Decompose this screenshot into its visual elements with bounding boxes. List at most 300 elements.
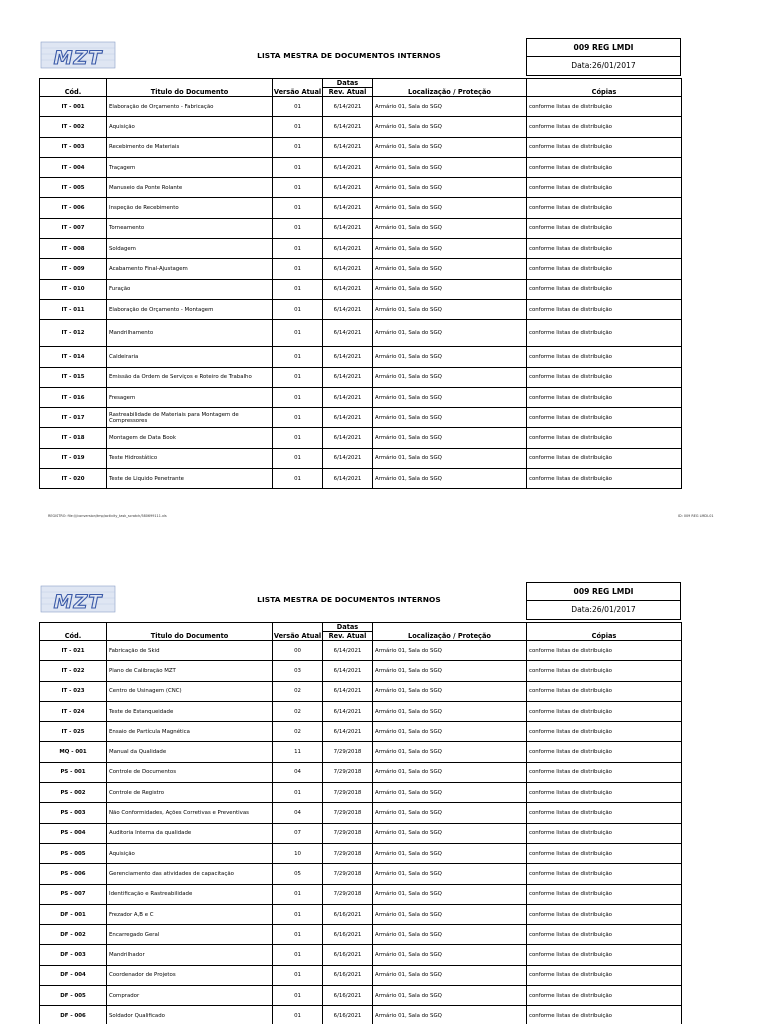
cell-versao: 01 <box>273 925 323 945</box>
mzt-logo <box>39 582 119 618</box>
table-row <box>40 1006 682 1024</box>
cell-localizacao: Armário 01, Sala do SGQ <box>373 218 527 238</box>
cell-copias: conforme listas de distribuição <box>527 722 682 742</box>
table-row <box>40 783 682 803</box>
table-row <box>40 299 682 319</box>
cell-rev-date: 6/14/2021 <box>323 157 373 177</box>
table-row <box>40 387 682 407</box>
table-row <box>40 701 682 721</box>
header-copias: Cópias <box>527 632 682 641</box>
cell-versao: 01 <box>273 157 323 177</box>
cell-versao: 05 <box>273 864 323 884</box>
cell-cod: IT - 003 <box>40 137 107 157</box>
table-row <box>40 803 682 823</box>
cell-titulo: Acabamento Final-Ajustagem <box>107 259 273 279</box>
cell-versao: 01 <box>273 428 323 448</box>
cell-versao: 01 <box>273 945 323 965</box>
cell-titulo: Recebimento de Materiais <box>107 137 273 157</box>
cell-rev-date: 6/14/2021 <box>323 299 373 319</box>
cell-cod: DF - 003 <box>40 945 107 965</box>
cell-versao: 01 <box>273 783 323 803</box>
cell-versao: 01 <box>273 965 323 985</box>
cell-rev-date: 6/16/2021 <box>323 945 373 965</box>
cell-rev-date: 6/16/2021 <box>323 1006 373 1024</box>
document-code-box <box>526 582 681 620</box>
cell-copias: conforme listas de distribuição <box>527 925 682 945</box>
table-row <box>40 178 682 198</box>
cell-rev-date: 6/14/2021 <box>323 178 373 198</box>
cell-titulo: Caldeiraria <box>107 347 273 367</box>
cell-localizacao: Armário 01, Sala do SGQ <box>373 469 527 489</box>
cell-localizacao: Armário 01, Sala do SGQ <box>373 641 527 661</box>
cell-localizacao: Armário 01, Sala do SGQ <box>373 178 527 198</box>
cell-cod: PS - 004 <box>40 823 107 843</box>
cell-titulo: Inspeção de Recebimento <box>107 198 273 218</box>
table-row <box>40 469 682 489</box>
cell-rev-date: 6/14/2021 <box>323 239 373 259</box>
cell-titulo: Plano de Calibração MZT <box>107 661 273 681</box>
header-localizacao: Localização / Proteção <box>373 632 527 641</box>
cell-rev-date: 6/14/2021 <box>323 469 373 489</box>
table-row <box>40 762 682 782</box>
cell-cod: IT - 011 <box>40 299 107 319</box>
cell-titulo: Ensaio de Partícula Magnética <box>107 722 273 742</box>
cell-copias: conforme listas de distribuição <box>527 884 682 904</box>
sheet-header <box>39 582 681 622</box>
cell-versao: 01 <box>273 178 323 198</box>
cell-copias: conforme listas de distribuição <box>527 701 682 721</box>
cell-localizacao: Armário 01, Sala do SGQ <box>373 904 527 924</box>
cell-cod: PS - 005 <box>40 843 107 863</box>
table-row <box>40 904 682 924</box>
footer-id: ID: 009 REG LMDI-01 <box>678 514 714 518</box>
cell-rev-date: 6/14/2021 <box>323 387 373 407</box>
cell-localizacao: Armário 01, Sala do SGQ <box>373 742 527 762</box>
cell-rev-date: 6/14/2021 <box>323 259 373 279</box>
cell-cod: MQ - 001 <box>40 742 107 762</box>
table-row <box>40 945 682 965</box>
cell-localizacao: Armário 01, Sala do SGQ <box>373 198 527 218</box>
table-row <box>40 661 682 681</box>
cell-versao: 01 <box>273 279 323 299</box>
cell-rev-date: 6/14/2021 <box>323 218 373 238</box>
cell-cod: IT - 015 <box>40 367 107 387</box>
table-row <box>40 986 682 1006</box>
cell-copias: conforme listas de distribuição <box>527 641 682 661</box>
cell-localizacao: Armário 01, Sala do SGQ <box>373 408 527 428</box>
cell-titulo: Soldador Qualificado <box>107 1006 273 1024</box>
cell-localizacao: Armário 01, Sala do SGQ <box>373 137 527 157</box>
cell-copias: conforme listas de distribuição <box>527 762 682 782</box>
cell-rev-date: 6/14/2021 <box>323 448 373 468</box>
documents-table <box>39 78 682 489</box>
cell-cod: IT - 025 <box>40 722 107 742</box>
cell-copias: conforme listas de distribuição <box>527 279 682 299</box>
table-row <box>40 320 682 347</box>
cell-versao: 01 <box>273 117 323 137</box>
cell-versao: 01 <box>273 259 323 279</box>
cell-versao: 01 <box>273 97 323 117</box>
document-sheet-1 <box>39 38 681 489</box>
cell-titulo: Torneamento <box>107 218 273 238</box>
table-row <box>40 742 682 762</box>
cell-versao: 01 <box>273 387 323 407</box>
cell-localizacao: Armário 01, Sala do SGQ <box>373 259 527 279</box>
header-versao: Versão Atual <box>273 631 322 640</box>
cell-localizacao: Armário 01, Sala do SGQ <box>373 701 527 721</box>
cell-rev-date: 7/29/2018 <box>323 864 373 884</box>
header-cod: Cód. <box>40 632 107 641</box>
cell-versao: 04 <box>273 762 323 782</box>
header-rev: Rev. Atual <box>323 88 373 97</box>
cell-localizacao: Armário 01, Sala do SGQ <box>373 762 527 782</box>
cell-titulo: Controle de Documentos <box>107 762 273 782</box>
cell-cod: IT - 012 <box>40 320 107 347</box>
document-date: Data:26/01/2017 <box>571 605 636 614</box>
table-body <box>40 97 682 489</box>
cell-copias: conforme listas de distribuição <box>527 259 682 279</box>
cell-rev-date: 6/14/2021 <box>323 347 373 367</box>
cell-titulo: Não Conformidades, Ações Corretivas e Preventivas <box>107 803 273 823</box>
cell-rev-date: 6/14/2021 <box>323 681 373 701</box>
table-row <box>40 117 682 137</box>
cell-rev-date: 6/14/2021 <box>323 279 373 299</box>
cell-localizacao: Armário 01, Sala do SGQ <box>373 299 527 319</box>
cell-versao: 10 <box>273 843 323 863</box>
table-row <box>40 681 682 701</box>
svg-text:MZT: MZT <box>53 591 103 613</box>
cell-localizacao: Armário 01, Sala do SGQ <box>373 722 527 742</box>
header-localizacao: Localização / Proteção <box>373 88 527 97</box>
cell-localizacao: Armário 01, Sala do SGQ <box>373 157 527 177</box>
cell-copias: conforme listas de distribuição <box>527 448 682 468</box>
cell-localizacao: Armário 01, Sala do SGQ <box>373 279 527 299</box>
documents-table <box>39 622 682 1024</box>
cell-versao: 04 <box>273 803 323 823</box>
cell-titulo: Elaboração de Orçamento - Fabricação <box>107 97 273 117</box>
cell-localizacao: Armário 01, Sala do SGQ <box>373 97 527 117</box>
cell-copias: conforme listas de distribuição <box>527 742 682 762</box>
cell-copias: conforme listas de distribuição <box>527 178 682 198</box>
cell-copias: conforme listas de distribuição <box>527 239 682 259</box>
cell-rev-date: 7/29/2018 <box>323 762 373 782</box>
cell-localizacao: Armário 01, Sala do SGQ <box>373 986 527 1006</box>
cell-titulo: Gerenciamento das atividades de capacitação <box>107 864 273 884</box>
cell-copias: conforme listas de distribuição <box>527 469 682 489</box>
cell-copias: conforme listas de distribuição <box>527 408 682 428</box>
table-row <box>40 367 682 387</box>
cell-titulo: Fabricação de Skid <box>107 641 273 661</box>
cell-localizacao: Armário 01, Sala do SGQ <box>373 428 527 448</box>
cell-titulo: Rastreabilidade de Materiais para Montagem de Compressores <box>107 408 273 428</box>
cell-cod: IT - 002 <box>40 117 107 137</box>
cell-localizacao: Armário 01, Sala do SGQ <box>373 387 527 407</box>
cell-localizacao: Armário 01, Sala do SGQ <box>373 681 527 701</box>
cell-copias: conforme listas de distribuição <box>527 347 682 367</box>
cell-rev-date: 6/16/2021 <box>323 904 373 924</box>
cell-versao: 01 <box>273 884 323 904</box>
cell-copias: conforme listas de distribuição <box>527 97 682 117</box>
cell-copias: conforme listas de distribuição <box>527 299 682 319</box>
cell-copias: conforme listas de distribuição <box>527 428 682 448</box>
cell-cod: IT - 001 <box>40 97 107 117</box>
cell-titulo: Montagem de Data Book <box>107 428 273 448</box>
cell-copias: conforme listas de distribuição <box>527 986 682 1006</box>
cell-rev-date: 6/14/2021 <box>323 117 373 137</box>
table-row <box>40 925 682 945</box>
cell-versao: 01 <box>273 469 323 489</box>
cell-cod: DF - 006 <box>40 1006 107 1024</box>
cell-rev-date: 6/16/2021 <box>323 925 373 945</box>
cell-cod: IT - 014 <box>40 347 107 367</box>
cell-copias: conforme listas de distribuição <box>527 320 682 347</box>
cell-localizacao: Armário 01, Sala do SGQ <box>373 117 527 137</box>
cell-localizacao: Armário 01, Sala do SGQ <box>373 803 527 823</box>
cell-cod: IT - 021 <box>40 641 107 661</box>
cell-localizacao: Armário 01, Sala do SGQ <box>373 783 527 803</box>
cell-titulo: Teste de Liquido Penetrante <box>107 469 273 489</box>
cell-rev-date: 6/14/2021 <box>323 661 373 681</box>
cell-cod: IT - 017 <box>40 408 107 428</box>
cell-copias: conforme listas de distribuição <box>527 1006 682 1024</box>
header-copias: Cópias <box>527 88 682 97</box>
table-row <box>40 428 682 448</box>
cell-rev-date: 7/29/2018 <box>323 742 373 762</box>
cell-rev-date: 6/14/2021 <box>323 641 373 661</box>
cell-titulo: Coordenador de Projetos <box>107 965 273 985</box>
cell-localizacao: Armário 01, Sala do SGQ <box>373 367 527 387</box>
cell-rev-date: 6/14/2021 <box>323 97 373 117</box>
cell-versao: 01 <box>273 137 323 157</box>
cell-versao: 03 <box>273 661 323 681</box>
cell-cod: IT - 020 <box>40 469 107 489</box>
cell-localizacao: Armário 01, Sala do SGQ <box>373 864 527 884</box>
cell-cod: IT - 006 <box>40 198 107 218</box>
cell-cod: DF - 004 <box>40 965 107 985</box>
cell-versao: 02 <box>273 701 323 721</box>
cell-rev-date: 6/14/2021 <box>323 722 373 742</box>
cell-versao: 07 <box>273 823 323 843</box>
cell-versao: 01 <box>273 986 323 1006</box>
cell-rev-date: 6/14/2021 <box>323 408 373 428</box>
header-titulo: Titulo do Documento <box>107 632 273 641</box>
cell-copias: conforme listas de distribuição <box>527 661 682 681</box>
document-code: 009 REG LMDI <box>527 583 680 601</box>
document-title: LISTA MESTRA DE DOCUMENTOS INTERNOS <box>257 595 441 604</box>
table-body <box>40 641 682 1024</box>
cell-titulo: Soldagem <box>107 239 273 259</box>
cell-rev-date: 6/14/2021 <box>323 701 373 721</box>
cell-titulo: Aquisição <box>107 843 273 863</box>
cell-rev-date: 6/14/2021 <box>323 320 373 347</box>
cell-cod: PS - 001 <box>40 762 107 782</box>
table-row <box>40 408 682 428</box>
sheet-header <box>39 38 681 78</box>
cell-localizacao: Armário 01, Sala do SGQ <box>373 965 527 985</box>
footer-file-path: REGISTRO: file:///conversion/tmp/activity_task_scratch/580699111.xls <box>48 514 167 518</box>
cell-copias: conforme listas de distribuição <box>527 904 682 924</box>
cell-titulo: Mandrilhamento <box>107 320 273 347</box>
cell-titulo: Teste de Estanqueidade <box>107 701 273 721</box>
cell-cod: IT - 008 <box>40 239 107 259</box>
cell-localizacao: Armário 01, Sala do SGQ <box>373 945 527 965</box>
cell-cod: IT - 022 <box>40 661 107 681</box>
cell-titulo: Comprador <box>107 986 273 1006</box>
table-row <box>40 823 682 843</box>
cell-titulo: Mandrilhador <box>107 945 273 965</box>
cell-versao: 02 <box>273 722 323 742</box>
header-titulo: Titulo do Documento <box>107 88 273 97</box>
header-rev: Rev. Atual <box>323 632 373 641</box>
table-row <box>40 722 682 742</box>
table-row <box>40 137 682 157</box>
cell-cod: IT - 005 <box>40 178 107 198</box>
cell-copias: conforme listas de distribuição <box>527 198 682 218</box>
cell-titulo: Teste Hidrostático <box>107 448 273 468</box>
header-datas: Datas <box>323 79 373 88</box>
cell-localizacao: Armário 01, Sala do SGQ <box>373 823 527 843</box>
cell-copias: conforme listas de distribuição <box>527 157 682 177</box>
cell-cod: PS - 006 <box>40 864 107 884</box>
cell-copias: conforme listas de distribuição <box>527 783 682 803</box>
cell-cod: PS - 003 <box>40 803 107 823</box>
mzt-logo <box>39 38 119 74</box>
cell-versao: 01 <box>273 299 323 319</box>
cell-cod: IT - 016 <box>40 387 107 407</box>
cell-rev-date: 7/29/2018 <box>323 823 373 843</box>
cell-titulo: Manual da Qualidade <box>107 742 273 762</box>
cell-rev-date: 7/29/2018 <box>323 803 373 823</box>
cell-cod: DF - 005 <box>40 986 107 1006</box>
table-row <box>40 347 682 367</box>
cell-copias: conforme listas de distribuição <box>527 218 682 238</box>
cell-titulo: Encarregado Geral <box>107 925 273 945</box>
cell-rev-date: 6/16/2021 <box>323 986 373 1006</box>
cell-titulo: Auditoria Interna da qualidade <box>107 823 273 843</box>
cell-copias: conforme listas de distribuição <box>527 843 682 863</box>
cell-titulo: Frezador A,B e C <box>107 904 273 924</box>
cell-copias: conforme listas de distribuição <box>527 367 682 387</box>
cell-localizacao: Armário 01, Sala do SGQ <box>373 347 527 367</box>
cell-versao: 01 <box>273 218 323 238</box>
table-row <box>40 448 682 468</box>
cell-localizacao: Armário 01, Sala do SGQ <box>373 448 527 468</box>
cell-versao: 01 <box>273 347 323 367</box>
table-row <box>40 641 682 661</box>
document-date: Data:26/01/2017 <box>571 61 636 70</box>
table-row <box>40 218 682 238</box>
table-row <box>40 97 682 117</box>
cell-localizacao: Armário 01, Sala do SGQ <box>373 925 527 945</box>
cell-cod: IT - 024 <box>40 701 107 721</box>
table-row <box>40 279 682 299</box>
cell-versao: 00 <box>273 641 323 661</box>
cell-rev-date: 6/16/2021 <box>323 965 373 985</box>
cell-localizacao: Armário 01, Sala do SGQ <box>373 661 527 681</box>
cell-localizacao: Armário 01, Sala do SGQ <box>373 843 527 863</box>
cell-cod: IT - 019 <box>40 448 107 468</box>
cell-cod: PS - 002 <box>40 783 107 803</box>
cell-versao: 01 <box>273 408 323 428</box>
cell-localizacao: Armário 01, Sala do SGQ <box>373 239 527 259</box>
cell-cod: IT - 004 <box>40 157 107 177</box>
cell-localizacao: Armário 01, Sala do SGQ <box>373 320 527 347</box>
header-versao: Versão Atual <box>273 87 322 96</box>
document-sheet-2 <box>39 582 681 1024</box>
table-row <box>40 198 682 218</box>
cell-copias: conforme listas de distribuição <box>527 965 682 985</box>
cell-titulo: Controle de Registro <box>107 783 273 803</box>
table-row <box>40 965 682 985</box>
cell-copias: conforme listas de distribuição <box>527 681 682 701</box>
table-row <box>40 259 682 279</box>
cell-copias: conforme listas de distribuição <box>527 864 682 884</box>
cell-versao: 01 <box>273 1006 323 1024</box>
cell-copias: conforme listas de distribuição <box>527 117 682 137</box>
svg-text:MZT: MZT <box>53 47 103 69</box>
cell-copias: conforme listas de distribuição <box>527 823 682 843</box>
document-code: 009 REG LMDI <box>527 39 680 57</box>
cell-titulo: Identificação e Rastreabilidade <box>107 884 273 904</box>
cell-versao: 01 <box>273 904 323 924</box>
cell-titulo: Centro de Usinagem (CNC) <box>107 681 273 701</box>
cell-versao: 01 <box>273 320 323 347</box>
cell-copias: conforme listas de distribuição <box>527 945 682 965</box>
cell-rev-date: 7/29/2018 <box>323 783 373 803</box>
cell-titulo: Traçagem <box>107 157 273 177</box>
cell-copias: conforme listas de distribuição <box>527 137 682 157</box>
cell-localizacao: Armário 01, Sala do SGQ <box>373 884 527 904</box>
cell-cod: PS - 007 <box>40 884 107 904</box>
cell-rev-date: 6/14/2021 <box>323 198 373 218</box>
table-row <box>40 239 682 259</box>
cell-localizacao: Armário 01, Sala do SGQ <box>373 1006 527 1024</box>
cell-cod: IT - 009 <box>40 259 107 279</box>
cell-copias: conforme listas de distribuição <box>527 803 682 823</box>
cell-titulo: Manuseio da Ponte Rolante <box>107 178 273 198</box>
cell-cod: IT - 007 <box>40 218 107 238</box>
cell-titulo: Fresagem <box>107 387 273 407</box>
document-title: LISTA MESTRA DE DOCUMENTOS INTERNOS <box>257 51 441 60</box>
cell-versao: 01 <box>273 448 323 468</box>
document-code-box <box>526 38 681 76</box>
cell-versao: 01 <box>273 198 323 218</box>
cell-cod: IT - 010 <box>40 279 107 299</box>
cell-rev-date: 7/29/2018 <box>323 884 373 904</box>
cell-cod: DF - 001 <box>40 904 107 924</box>
cell-versao: 11 <box>273 742 323 762</box>
cell-rev-date: 6/14/2021 <box>323 137 373 157</box>
cell-versao: 02 <box>273 681 323 701</box>
table-row <box>40 884 682 904</box>
cell-titulo: Furação <box>107 279 273 299</box>
table-row <box>40 843 682 863</box>
cell-cod: IT - 023 <box>40 681 107 701</box>
cell-rev-date: 6/14/2021 <box>323 367 373 387</box>
cell-cod: IT - 018 <box>40 428 107 448</box>
cell-copias: conforme listas de distribuição <box>527 387 682 407</box>
cell-cod: DF - 002 <box>40 925 107 945</box>
cell-titulo: Aquisição <box>107 117 273 137</box>
table-row <box>40 864 682 884</box>
cell-versao: 01 <box>273 367 323 387</box>
header-cod: Cód. <box>40 88 107 97</box>
cell-rev-date: 6/14/2021 <box>323 428 373 448</box>
table-row <box>40 157 682 177</box>
header-datas: Datas <box>323 623 373 632</box>
cell-titulo: Emissão da Ordem de Serviços e Roteiro de Trabalho <box>107 367 273 387</box>
cell-rev-date: 7/29/2018 <box>323 843 373 863</box>
